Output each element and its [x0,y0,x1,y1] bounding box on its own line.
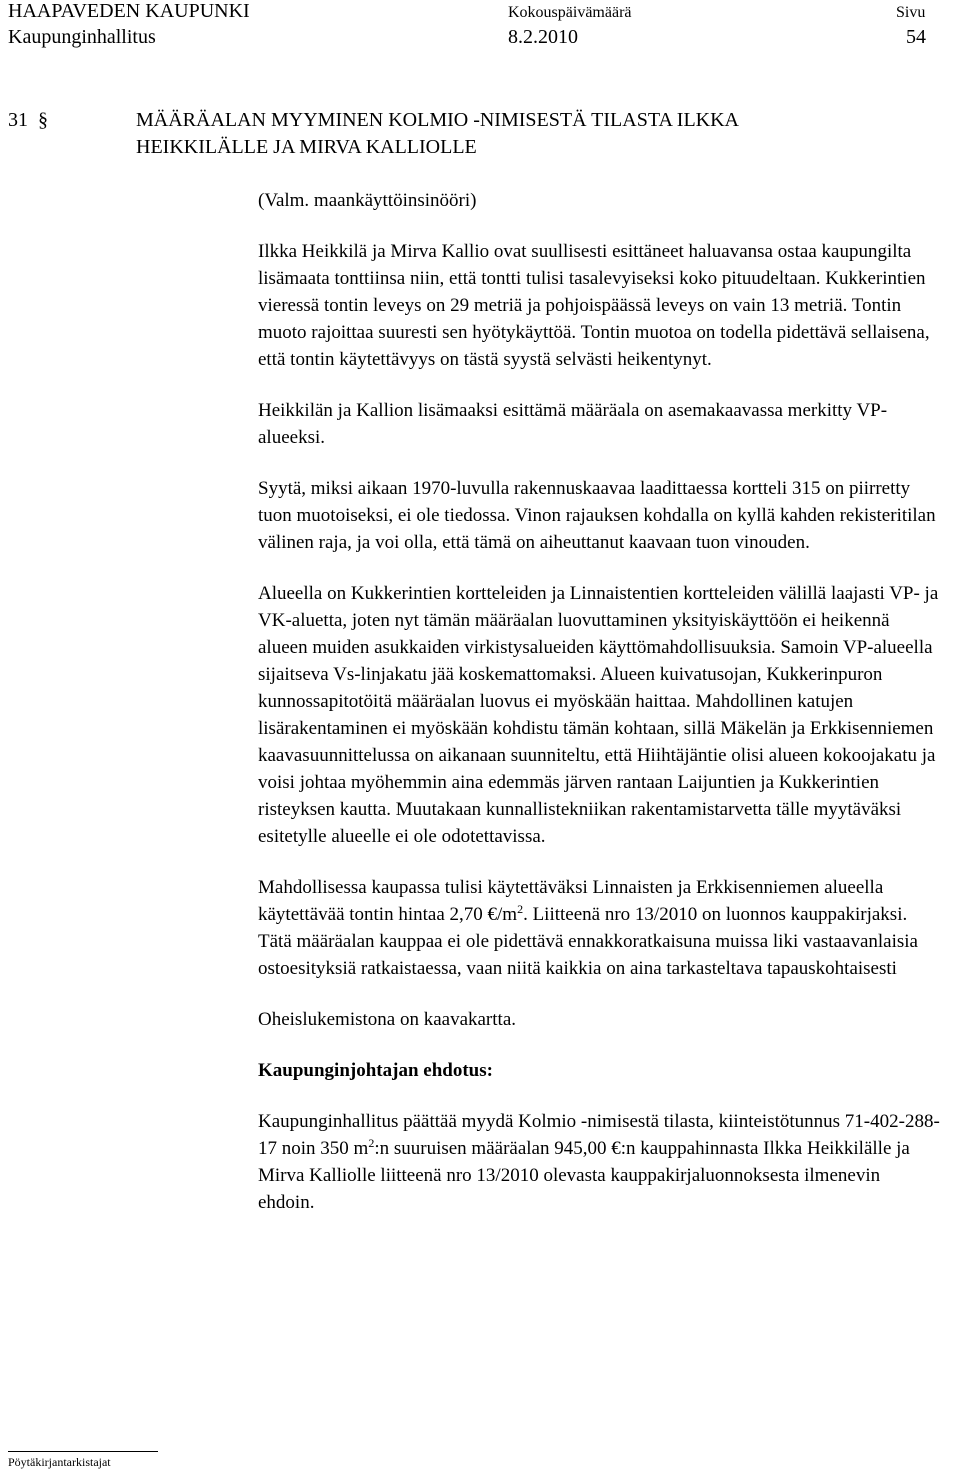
section-title-line-1: MÄÄRÄALAN MYYMINEN KOLMIO -NIMISESTÄ TILASTA ILKKA [136,109,739,131]
paragraph-5-text-b: . Liitteenä nro 13/2010 on luonnos kauppakirjaksi. Tätä määräalan kauppaa ei ole pidettävä ennakkoratkaisuna muissa liki vastaavanlaisia ostoesityksiä ratkaistaessa, vaan niitä kaikkia on aina tarkasteltava tapauskohtaisesti [258,904,918,979]
section-number: 31 [8,109,28,131]
paragraph-7 [258,1108,940,1216]
paragraph-3: Syytä, miksi aikaan 1970-luvulla rakennuskaavaa laadittaessa kortteli 315 on piirretty tuon muotoiseksi, ei ole tiedossa. Vinon rajauksen kohdalla on kyllä kahden rekisteritilan välinen raja, ja voi olla, että tämä on aiheuttanut kaavaan tuon vinouden. [258,478,936,553]
paragraph-5 [258,874,940,982]
header-page-number: 54 [906,26,926,48]
paragraph-4: Alueella on Kukkerintien kortteleiden ja Linnaistentien kortteleiden välillä laajasti VP- ja VK-aluetta, joten nyt tämän määräalan luovuttaminen yksityiskäyttöön ei heikennä alueen muiden asukkaiden virkistysalueiden käyttömahdollisuuksia. Samoin VP-alueella sijaitseva Vs-linjakatu jää koskemattomaksi. Alueen kuivatusojan, Kukkerinpuron kunnossapitotöitä määräalan luovus ei myöskään haittaa. Mahdollinen katujen lisärakentaminen ei myöskään kohdistu tämän kohtaan, sillä Mäkelän ja Erkkisenniemen kaavasuunnittelussa on aikanaan suunniteltu, että Hiihtäjäntie olisi alueen kokoojakatu ja voisi johtaa myöhemmin aina edemmäs järven rantaan Laijuntien ja Kukkerintien risteyksen kautta. Muutakaan kunnallistekniikan rakentamistarvetta tälle myytäväksi esitetylle alueelle ei ole odotettavissa. [258,583,939,847]
header-organization: HAAPAVEDEN KAUPUNKI [8,0,250,22]
paragraph-5-text-a: Mahdollisessa kaupassa tulisi käytettäväksi Linnaisten ja Erkkisenniemen alueella käytettävää tontin hintaa 2,70 €/m [258,877,884,925]
paragraph-7-superscript: 2 [368,1136,375,1150]
section-sign: § [38,109,48,131]
section-title [136,107,936,161]
header-date-label: Kokouspäivämäärä [508,4,632,21]
paragraph-5-superscript: 2 [517,902,524,916]
preparer-note: (Valm. maankäyttöinsinööri) [258,190,477,211]
proposal-heading: Kaupunginjohtajan ehdotus: [258,1060,493,1081]
paragraph-7-text-b: :n suuruisen määräalan 945,00 €:n kauppahinnasta Ilkka Heikkilälle ja Mirva Kalliolle liitteenä nro 13/2010 olevasta kauppakirjaluonnoksesta ilmenevin ehdoin. [258,1138,910,1213]
header-page-label: Sivu [896,4,926,21]
header-body-name: Kaupunginhallitus [8,26,156,48]
header-meeting-date: 8.2.2010 [508,26,578,48]
paragraph-2: Heikkilän ja Kallion lisämaaksi esittämä määräala on asemakaavassa merkitty VP-alueeksi. [258,400,888,448]
document-body [258,187,940,1216]
paragraph-1: Ilkka Heikkilä ja Mirva Kallio ovat suullisesti esittäneet haluavansa ostaa kaupungilta lisämaata tonttiinsa niin, että tontti tulisi tasalevyiseksi koko pituudeltaan. Kukkerintien vieressä tontin leveys on 29 metriä ja pohjoispäässä leveys on vain 13 metriä. Tontin muoto rajoittaa suuresti sen hyötykäyttöä. Tontin muotoa on todella pidettävä sellaisena, että tontin käytettävyys on tästä syystä selvästi heikentynyt. [258,241,930,370]
footer-label: Pöytäkirjantarkistajat [8,1455,111,1469]
footer-rule [8,1451,158,1452]
paragraph-6: Oheislukemistona on kaavakartta. [258,1009,517,1030]
section-title-line-2: HEIKKILÄLLE JA MIRVA KALLIOLLE [136,136,477,158]
paragraph-7-text-a: Kaupunginhallitus päättää myydä Kolmio -nimisestä tilasta, kiinteistötunnus 71-402-288-17 noin 350 m [258,1111,940,1159]
